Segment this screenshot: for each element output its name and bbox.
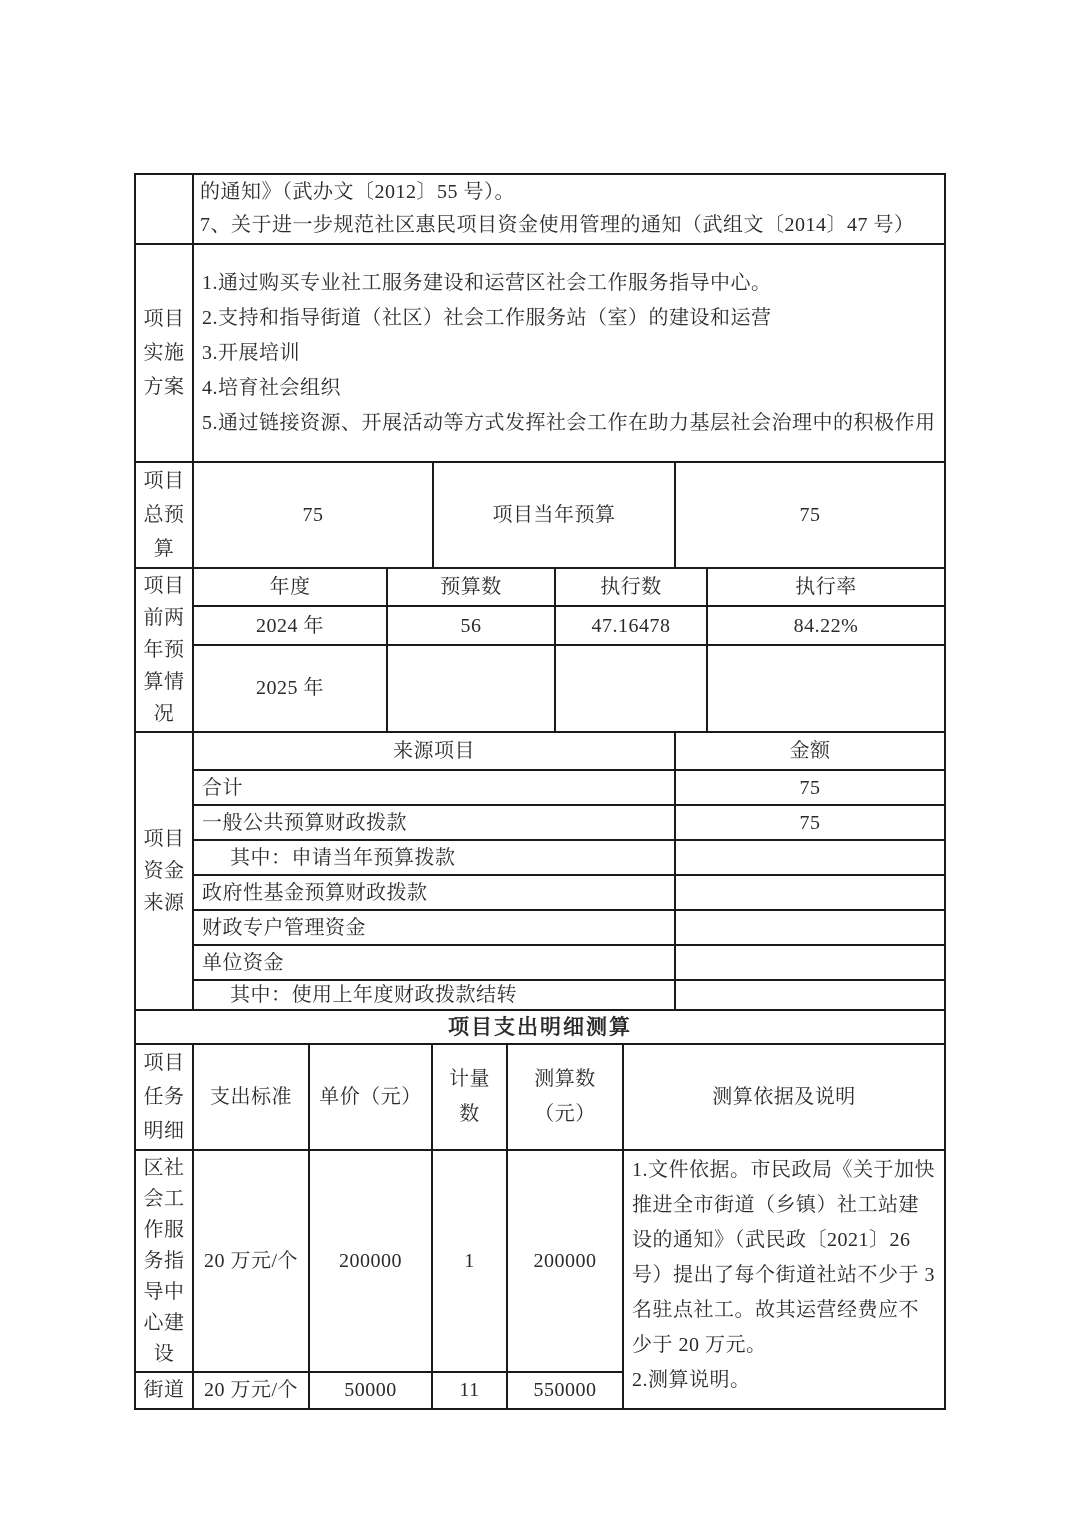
notice-line: 7、关于进一步规范社区惠民项目资金使用管理的通知（武组文〔2014〕47 号） — [200, 214, 915, 236]
row-label-empty-cell — [135, 174, 193, 244]
budget-document-table — [134, 173, 944, 1410]
funding-source-amount — [675, 945, 945, 980]
funding-source-amount — [675, 980, 945, 1010]
amount-column-header: 金额 — [675, 732, 945, 770]
total-budget-section — [134, 461, 946, 569]
notice-line: 的通知》（武办文〔2012〕55 号）。 — [200, 181, 515, 203]
notice-lines-cell — [193, 174, 945, 244]
unit-price-column-header: 单价（元） — [309, 1044, 432, 1150]
expenditure-basis-cell — [623, 1150, 945, 1409]
prior-year-2025-rate — [707, 645, 945, 732]
prior-year-2025-executed — [555, 645, 707, 732]
expenditure-amount: 550000 — [507, 1372, 623, 1409]
quantity-column-header: 计量数 — [432, 1044, 507, 1150]
expenditure-standard: 20 万元/个 — [193, 1150, 309, 1372]
prior-year-2024-rate: 84.22% — [707, 606, 945, 644]
funding-source-name: 其中：申请当年预算拨款 — [193, 840, 675, 875]
expenditure-amount: 200000 — [507, 1150, 623, 1372]
funding-source-amount — [675, 875, 945, 910]
implementation-item: 3.开展培训 — [202, 341, 300, 364]
notice-continuation-section — [134, 173, 946, 245]
implementation-plan-label: 项目实施方案 — [135, 244, 193, 462]
prior-two-years-label: 项目前两年预算情况 — [135, 568, 193, 732]
prior-year-2025-budget — [387, 645, 555, 732]
expenditure-detail-section — [134, 1043, 946, 1410]
prior-year-2024-budget: 56 — [387, 606, 555, 644]
funding-source-amount: 75 — [675, 805, 945, 840]
funding-source-name: 政府性基金预算财政拨款 — [193, 875, 675, 910]
prior-year-2024: 2024 年 — [193, 606, 387, 644]
basis-paragraph: 1.文件依据。市民政局《关于加快推进全市街道（乡镇）社工站建设的通知》（武民政〔2021〕26 号）提出了每个街道社站不少于 3 名驻点社工。故其运营经费应不少于 20 万元。 — [632, 1159, 935, 1356]
expenditure-task-name: 区社会工作服务指导中心建设 — [135, 1150, 193, 1372]
task-column-header: 项目任务明细 — [135, 1044, 193, 1150]
funding-source-name: 财政专户管理资金 — [193, 910, 675, 945]
implementation-item: 5.通过链接资源、开展活动等方式发挥社会工作在助力基层社会治理中的积极作用 — [202, 411, 936, 434]
expenditure-unit-price: 50000 — [309, 1372, 432, 1409]
current-year-budget-label: 项目当年预算 — [433, 462, 675, 568]
source-column-header: 来源项目 — [193, 732, 675, 770]
year-column-header: 年度 — [193, 568, 387, 606]
expenditure-section-title: 项目支出明细测算 — [135, 1010, 945, 1044]
amount-column-header — [507, 1044, 623, 1150]
implementation-item: 4.培育社会组织 — [202, 376, 341, 399]
funding-source-name: 一般公共预算财政拨款 — [193, 805, 675, 840]
current-year-budget-value: 75 — [675, 462, 945, 568]
implementation-plan-section — [134, 243, 946, 463]
prior-two-years-section — [134, 567, 946, 733]
standard-column-header: 支出标准 — [193, 1044, 309, 1150]
funding-source-name: 合计 — [193, 770, 675, 805]
funding-source-amount: 75 — [675, 770, 945, 805]
funding-sources-label: 项目资金来源 — [135, 732, 193, 1010]
implementation-item: 2.支持和指导街道（社区）社会工作服务站（室）的建设和运营 — [202, 306, 772, 329]
expenditure-unit-price: 200000 — [309, 1150, 432, 1372]
prior-year-2024-executed: 47.16478 — [555, 606, 707, 644]
rate-column-header: 执行率 — [707, 568, 945, 606]
implementation-plan-content — [193, 244, 945, 462]
funding-sources-section — [134, 731, 946, 1011]
basis-column-header: 测算依据及说明 — [623, 1044, 945, 1150]
total-budget-label: 项目总预算 — [135, 462, 193, 568]
expenditure-quantity: 11 — [432, 1372, 507, 1409]
expenditure-standard: 20 万元/个 — [193, 1372, 309, 1409]
implementation-item: 1.通过购买专业社工服务建设和运营区社会工作服务指导中心。 — [202, 271, 772, 294]
expenditure-title-section — [134, 1009, 946, 1045]
total-budget-value: 75 — [193, 462, 433, 568]
expenditure-task-name: 街道 — [135, 1372, 193, 1409]
expenditure-quantity: 1 — [432, 1150, 507, 1372]
amount-header-text: 测算数（元） — [534, 1068, 596, 1125]
funding-source-amount — [675, 910, 945, 945]
funding-source-name: 单位资金 — [193, 945, 675, 980]
basis-paragraph: 2.测算说明。 — [632, 1369, 751, 1391]
budget-column-header: 预算数 — [387, 568, 555, 606]
funding-source-name: 其中：使用上年度财政拨款结转 — [193, 980, 675, 1010]
executed-column-header: 执行数 — [555, 568, 707, 606]
prior-year-2025: 2025 年 — [193, 645, 387, 732]
funding-source-amount — [675, 840, 945, 875]
